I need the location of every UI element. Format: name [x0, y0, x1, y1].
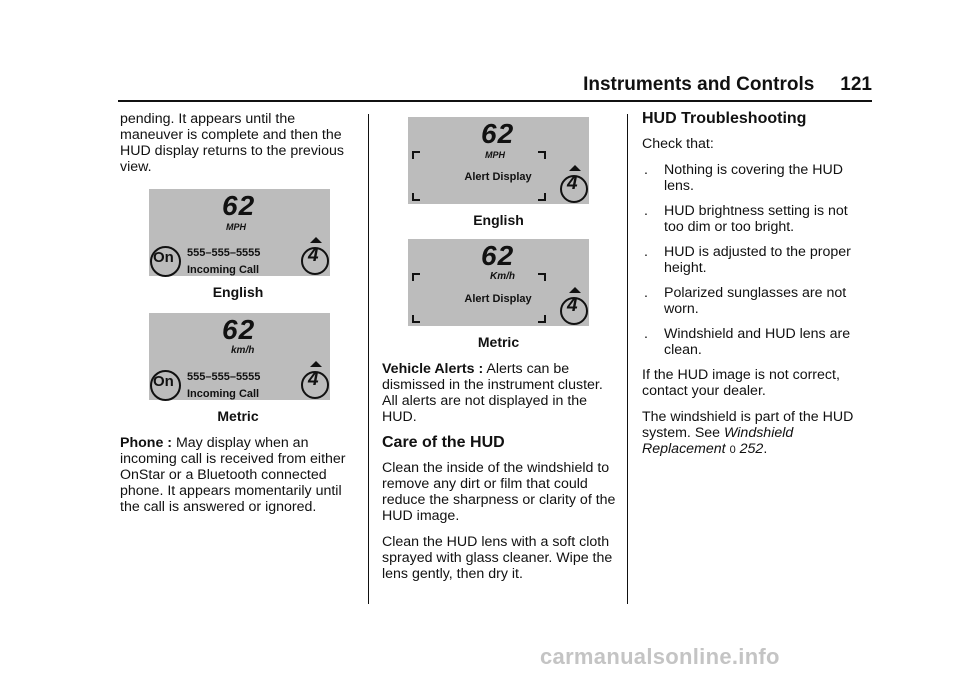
- onstar-label: On: [153, 249, 174, 266]
- watermark: carmanualsonline.info: [540, 644, 780, 669]
- caption-english: English: [212, 284, 264, 300]
- upshift-arrow-icon: [569, 287, 581, 293]
- column-divider-1: [368, 114, 369, 604]
- hud-panel-alert-metric: [408, 239, 589, 326]
- hud-panel-phone-english: [149, 189, 330, 276]
- bullet-glyph: .: [644, 244, 648, 260]
- page-number: 121: [840, 74, 872, 95]
- call-number: 555–555–5555: [187, 247, 261, 259]
- bullet-text: Nothing is covering the HUD lens.: [664, 162, 843, 194]
- bullet-text: HUD brightness setting is not too dim or too bright.: [664, 203, 848, 235]
- section-title: Instruments and Controls: [583, 74, 815, 95]
- column-2: [382, 117, 618, 592]
- speed-value: 62: [481, 118, 515, 149]
- speed-value: 62: [481, 240, 515, 271]
- bullet-glyph: .: [644, 162, 648, 178]
- alert-text: Alert Display: [464, 293, 532, 305]
- bullet-glyph: .: [644, 203, 648, 219]
- bullet-glyph: .: [644, 326, 648, 342]
- call-number: 555–555–5555: [187, 371, 261, 383]
- phone-text: May display when an incoming call is received from either OnStar or a Bluetooth connected phone. It appears momentarily until the call is answered or ignored.: [120, 435, 346, 515]
- care-paragraph-1: Clean the inside of the windshield to remove any dirt or film that could reduce the sharpness or clarity of the HUD image.: [382, 460, 616, 524]
- speed-unit: km/h: [231, 345, 255, 356]
- bullet-text: HUD is adjusted to the proper height.: [664, 244, 851, 276]
- corner-tl: [412, 273, 420, 281]
- corner-bl: [412, 315, 420, 323]
- speed-value: 62: [222, 190, 256, 221]
- corner-br: [538, 315, 546, 323]
- vehicle-alerts-paragraph: [382, 361, 618, 425]
- alerts-term: Vehicle Alerts :: [382, 361, 484, 377]
- header-rule: [118, 100, 872, 102]
- page-header: [583, 74, 872, 96]
- bullet-glyph: .: [644, 285, 648, 301]
- caption-metric: Metric: [217, 408, 259, 424]
- upshift-arrow-icon: [310, 237, 322, 243]
- bullet-item: [642, 203, 870, 235]
- speed-unit: MPH: [226, 222, 246, 232]
- gear-number: 4: [308, 245, 319, 266]
- windshield-text: The windshield is part of the HUD system. See: [642, 409, 854, 441]
- upshift-arrow-icon: [569, 165, 581, 171]
- bullet-item: [642, 244, 870, 276]
- onstar-label: On: [153, 373, 174, 390]
- check-intro: Check that:: [642, 136, 714, 152]
- speed-unit: Km/h: [490, 271, 515, 282]
- bullet-item: [642, 285, 870, 317]
- corner-bl: [412, 193, 420, 201]
- windshield-link[interactable]: Windshield Replacement: [642, 425, 794, 457]
- intro-paragraph: pending. It appears until the maneuver is complete and then the HUD display returns to the previous view.: [120, 111, 344, 175]
- windshield-paragraph: [642, 409, 870, 458]
- bullet-item: [642, 326, 870, 358]
- bullet-text: Polarized sunglasses are not worn.: [664, 285, 847, 317]
- care-heading: Care of the HUD: [382, 434, 505, 451]
- speed-value: 62: [222, 314, 256, 345]
- troubleshooting-heading: HUD Troubleshooting: [642, 110, 807, 127]
- column-1: [120, 111, 356, 525]
- incorrect-image-paragraph: If the HUD image is not correct, contact your dealer.: [642, 367, 840, 399]
- page-ref[interactable]: 252: [739, 441, 764, 457]
- upshift-arrow-icon: [310, 361, 322, 367]
- gear-number: 4: [567, 295, 578, 316]
- phone-paragraph: [120, 435, 356, 515]
- corner-br: [538, 193, 546, 201]
- phone-term: Phone :: [120, 435, 173, 451]
- speed-unit: MPH: [485, 150, 505, 160]
- alerts-text: Alerts can be dismissed in the instrument cluster. All alerts are not displayed in the HUD.: [382, 361, 603, 425]
- gear-number: 4: [308, 369, 319, 390]
- call-status: Incoming Call: [187, 388, 260, 400]
- period: .: [763, 441, 768, 457]
- column-divider-2: [627, 114, 628, 604]
- corner-tr: [538, 273, 546, 281]
- gear-number: 4: [567, 173, 578, 194]
- bullet-item: [642, 162, 870, 194]
- column-3: [642, 111, 870, 468]
- bullet-text: Windshield and HUD lens are clean.: [664, 326, 851, 358]
- care-paragraph-2: Clean the HUD lens with a soft cloth sprayed with glass cleaner. Wipe the lens gently, then dry it.: [382, 534, 613, 582]
- hud-panel-alert-english: [408, 117, 589, 204]
- hud-panel-phone-metric: [149, 313, 330, 400]
- caption-metric: Metric: [477, 334, 520, 350]
- corner-tr: [538, 151, 546, 159]
- page-ref-icon: 0: [729, 444, 736, 456]
- corner-tl: [412, 151, 420, 159]
- caption-english: English: [473, 212, 524, 228]
- alert-text: Alert Display: [464, 171, 532, 183]
- call-status: Incoming Call: [187, 264, 260, 276]
